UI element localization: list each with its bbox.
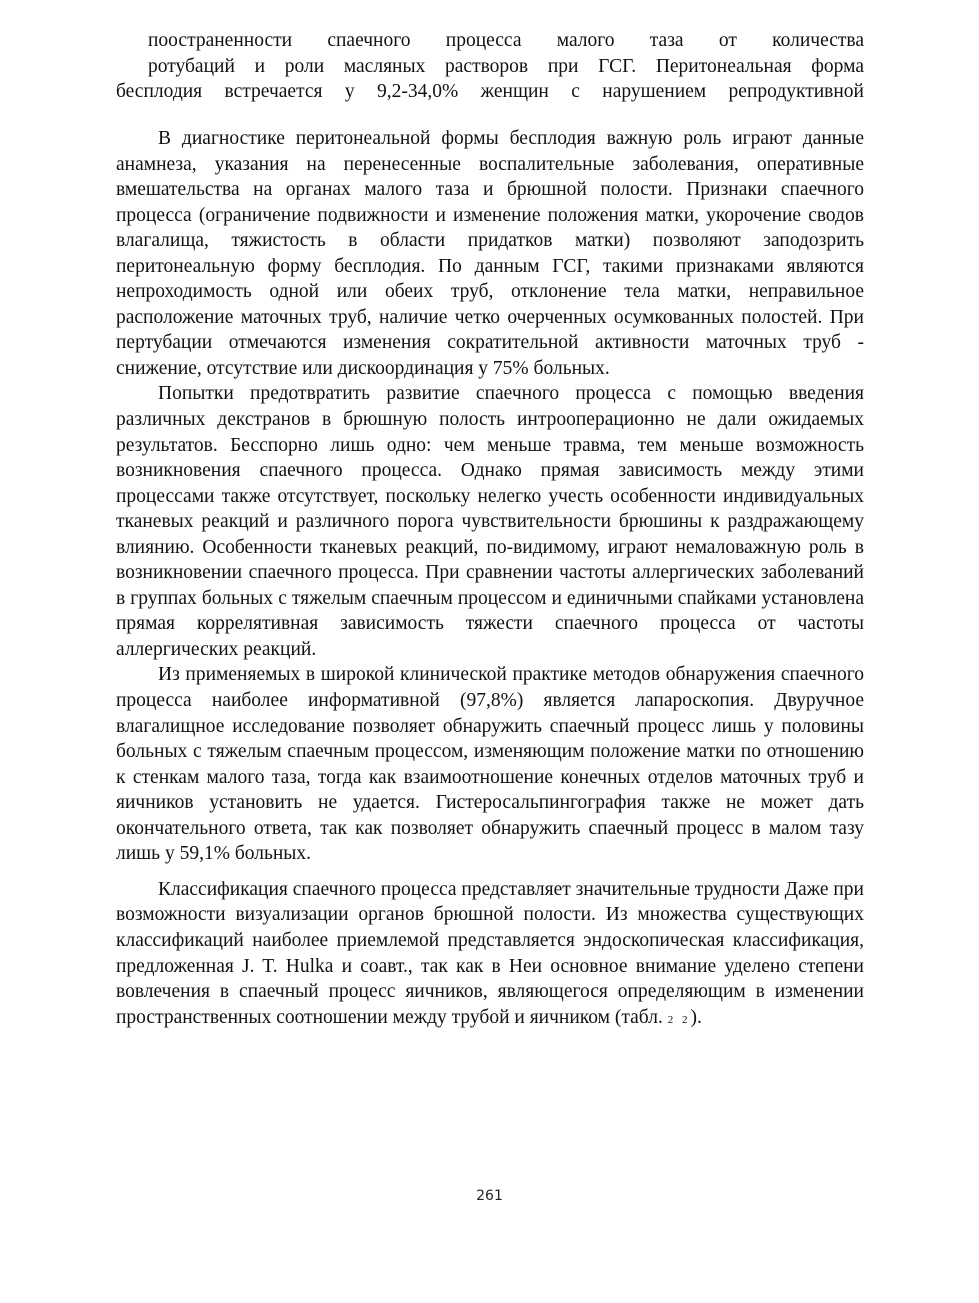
paragraph-methods: Из применяемых в широкой клинической практике методов обнаружения спаечного процесса наиболее информативной (97,8%) является лапароскопия. Двуручное влагалищное исследование позволяет обнаружить спаечный процесс лишь у половины больных с тяжелым спаечным процессом, изменяющим положение матки по отношению к стенкам малого таза, тогда как взаимоотношение конечных отделов маточных труб и яичников установить не удается. Гистеросальпингография также не может дать окончательного ответа, так как позволяет обнаружить спаечный процесс в малом тазу лишь у 59,1% больных. xyxy=(116,664,864,865)
page-number: 261 xyxy=(476,1188,503,1204)
top-fragment xyxy=(116,28,864,105)
top-fragment-line-1: поостраненности спаечного процесса малого таза от количества xyxy=(148,30,864,51)
paragraph-prevention: Попытки предотвратить развитие спаечного процесса с помощью введения различных декстранов в брюшную полость интрооперационно не дали ожидаемых результатов. Бесспорно лишь одно: чем меньше травма, тем меньше возможность возникновения спаечного процесса. Однако прямая зависимость между этими процессами также отсутствует, поскольку нелегко учесть особенности индивидуальных тканевых реакций и различного порога чувствительности брюшины к раздражающему влиянию. Особенности тканевых реакций, по-видимому, играют немаловажную роль в возникновении спаечного процесса. При сравнении частоты аллергических заболеваний в группах больных с тяжелым спаечным процессом и единичными спайками установлена прямая коррелятивная зависимость тяжести спаечного процесса от частоты аллергических реакций. xyxy=(116,383,864,660)
classification-tail: ). xyxy=(690,1006,702,1028)
paragraph-classification xyxy=(116,877,864,1033)
body-text xyxy=(116,126,864,1033)
top-fragment-line-3: бесплодия встречается у 9,2-34,0% женщин с нарушением репродуктивной xyxy=(116,81,864,103)
paragraph-diagnostics: В диагностике перитонеальной формы бесплодия важную роль играют данные анамнеза, указания на перенесенные воспалительные заболевания, оперативные вмешательства на органах малого таза и брюшной полости. Признаки спаечного процесса (ограничение подвижности и изменение положения матки, укорочение сводов влагалища, тяжистость в области придатков матки) позволяют заподозрить перитонеальную форму бесплодия. По данным ГСГ, такими признаками являются непроходимость одной или обеих труб, отклонение тела матки, неправильное расположение маточных труб, наличие четко очерченных осумкованных полостей. При пертубации отмечаются изменения сократительной активности маточных труб - снижение, отсутствие или дискоординация у 75% больных. xyxy=(116,128,864,379)
table-reference: 2 2 xyxy=(667,1013,691,1026)
top-fragment-line-2: ротубаций и роли масляных растворов при ГСГ. Перитонеальная форма xyxy=(148,55,864,77)
classification-text: Классификация спаечного процесса представляет значительные трудности Даже при возможности визуализации органов брюшной полости. Из множества существующих классификаций наиболее приемлемой представляется эндоскопическая классификация, предложенная J. T. Hulka и соавт., так как в Неи основное внимание уделено степени вовлечения в спаечный процесс яичников, являющегося определяющим в изменении пространственных соотношении между трубой и яичником (табл. xyxy=(116,878,864,1028)
